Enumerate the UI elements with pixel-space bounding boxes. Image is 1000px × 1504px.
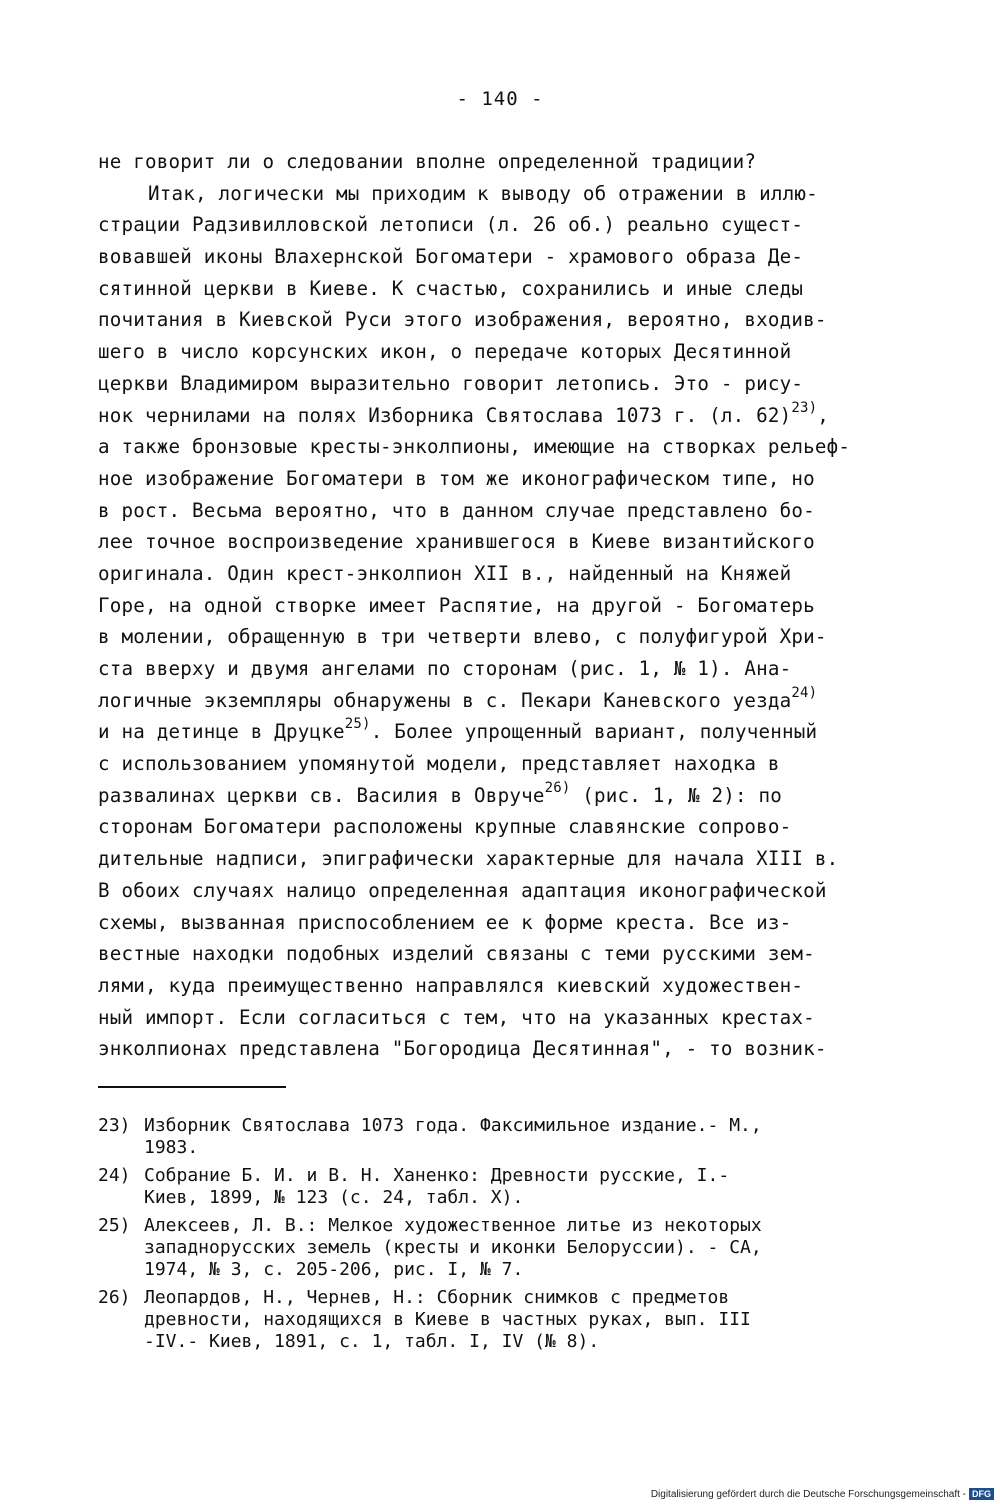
- body-line: шего в число корсунских икон, о передаче которых Десятинной: [98, 340, 792, 364]
- body-line: ста вверху и двумя ангелами по сторонам (рис. 1, № 1). Ана-: [98, 657, 792, 680]
- body-line: вовавшей иконы Влахернской Богоматери - храмового образа Де-: [98, 245, 804, 269]
- footnote-ref: 25): [344, 716, 371, 733]
- body-line: вестные находки подобных изделий связаны с теми русскими зем-: [98, 942, 815, 966]
- footnote-line: Леопардов, Н., Чернев, Н.: Сборник снимков с предметов: [144, 1287, 730, 1308]
- footnote-line: Алексеев, Л. В.: Мелкое художественное литье из некоторых: [144, 1215, 762, 1236]
- footnote-ref: 24): [791, 684, 818, 701]
- footnote-line: 1974, № 3, с. 205-206, рис. I, № 7.: [144, 1259, 524, 1280]
- body-line: в рост. Весьма вероятно, что в данном случае представлено бо-: [98, 498, 815, 522]
- footnote-text: [144, 1115, 762, 1159]
- body-line: [98, 685, 898, 717]
- footnotes: [98, 1115, 918, 1359]
- footnote-line: -IV.- Киев, 1891, с. 1, табл. I, IV (№ 8).: [144, 1331, 600, 1352]
- body-line: дительные надписи, эпиграфически характерные для начала XIII в.: [98, 847, 839, 871]
- body-line: почитания в Киевской Руси этого изображения, вероятно, входив-: [98, 308, 827, 332]
- body-line: В обоих случаях налицо определенная адаптация иконографической: [98, 878, 827, 902]
- footnote-divider: [98, 1086, 286, 1088]
- footnote-line: западнорусских земель (кресты и иконки Белоруссии). - СА,: [144, 1237, 762, 1258]
- body-line: не говорит ли о следовании вполне определенной традиции?: [98, 150, 757, 173]
- body-line-text: и на детинце в Друцке: [98, 720, 345, 744]
- body-line-text: нок чернилами на полях Изборника Святослава 1073 г. (л. 62): [98, 403, 792, 427]
- body-line: страции Радзивилловской летописи (л. 26 об.) реально сущест-: [98, 213, 804, 237]
- footnote-number: 24): [98, 1165, 131, 1186]
- footnote-text: [144, 1215, 762, 1281]
- body-line: с использованием упомянутой модели, представляет находка в: [98, 752, 780, 776]
- footnote-line: 1983.: [144, 1137, 199, 1158]
- body-line: оригинала. Один крест-энколпион XII в., найденный на Княжей: [98, 561, 792, 585]
- body-line: [98, 716, 898, 748]
- body-line-text: развалинах церкви св. Василия в Овруче: [98, 783, 545, 807]
- footnote-number: 25): [98, 1215, 131, 1236]
- body-line: церкви Владимиром выразительно говорит летопись. Это - рису-: [98, 371, 804, 395]
- footnote-number: 23): [98, 1115, 131, 1136]
- footnote-line: древности, находящихся в Киеве в частных руках, вып. III: [144, 1309, 751, 1330]
- body-line-text: логичные экземпляры обнаружены в с. Пекари Каневского уезда: [98, 688, 792, 712]
- body-line: схемы, вызванная приспособлением ее к форме креста. Все из-: [98, 910, 792, 934]
- credit-text: Digitalisierung gefördert durch die Deutsche Forschungsgemeinschaft -: [650, 1488, 966, 1500]
- page-number: - 140 -: [456, 88, 544, 110]
- body-line: ное изображение Богоматери в том же иконографическом типе, но: [98, 466, 815, 490]
- footnote-text: [144, 1165, 729, 1209]
- footnote-ref: 26): [544, 779, 571, 796]
- footnote-line: Изборник Святослава 1073 года. Факсимильное издание.- М.,: [144, 1115, 762, 1136]
- footnote-24: [98, 1165, 918, 1209]
- footnote-23: [98, 1115, 918, 1159]
- footnote-25: [98, 1215, 918, 1281]
- footnote-text: [144, 1287, 751, 1353]
- dfg-logo: DFG: [969, 1488, 994, 1500]
- body-line: лями, куда преимущественно направлялся киевский художествен-: [98, 973, 804, 997]
- body-line: нок чернилами на полях Изборника Святослава 1073 г. (л. 62)$^{23)}$,: [98, 399, 830, 427]
- body-line-text: . Более упрощенный вариант, полученный: [370, 720, 818, 744]
- body-line: Итак, логически мы приходим к выводу об отражении в иллю-: [148, 181, 818, 205]
- body-line: сторонам Богоматери расположены крупные славянские сопрово-: [98, 815, 792, 839]
- body-line: Горе, на одной створке имеет Распятие, на другой - Богоматерь: [98, 593, 815, 617]
- body-line-text: (рис. 1, № 2): по: [570, 783, 783, 807]
- digitization-credit: [651, 1488, 994, 1500]
- body-line: энколпионах представлена "Богородица Десятинная", - то возник-: [98, 1037, 827, 1061]
- body-line: ный импорт. Если согласиться с тем, что на указанных крестах-: [98, 1005, 815, 1029]
- body-line: сятинной церкви в Киеве. К счастью, сохранились и иные следы: [98, 276, 804, 300]
- footnote-line: Собрание Б. И. и В. Н. Ханенко: Древности русские, I.-: [144, 1165, 730, 1186]
- body-line: [98, 780, 898, 812]
- footnote-26: [98, 1287, 918, 1353]
- body-line: лее точное воспроизведение хранившегося в Киеве византийского: [98, 530, 815, 554]
- footnote-line: Киев, 1899, № 123 (с. 24, табл. X).: [144, 1187, 524, 1208]
- body-text: [98, 146, 898, 1065]
- footnote-ref: 23): [791, 399, 818, 416]
- body-line: в молении, обращенную в три четверти влево, с полуфигурой Хри-: [98, 625, 827, 649]
- footnote-number: 26): [98, 1287, 131, 1308]
- body-line: а также бронзовые кресты-энколпионы, имеющие на створках рельеф-: [98, 435, 851, 459]
